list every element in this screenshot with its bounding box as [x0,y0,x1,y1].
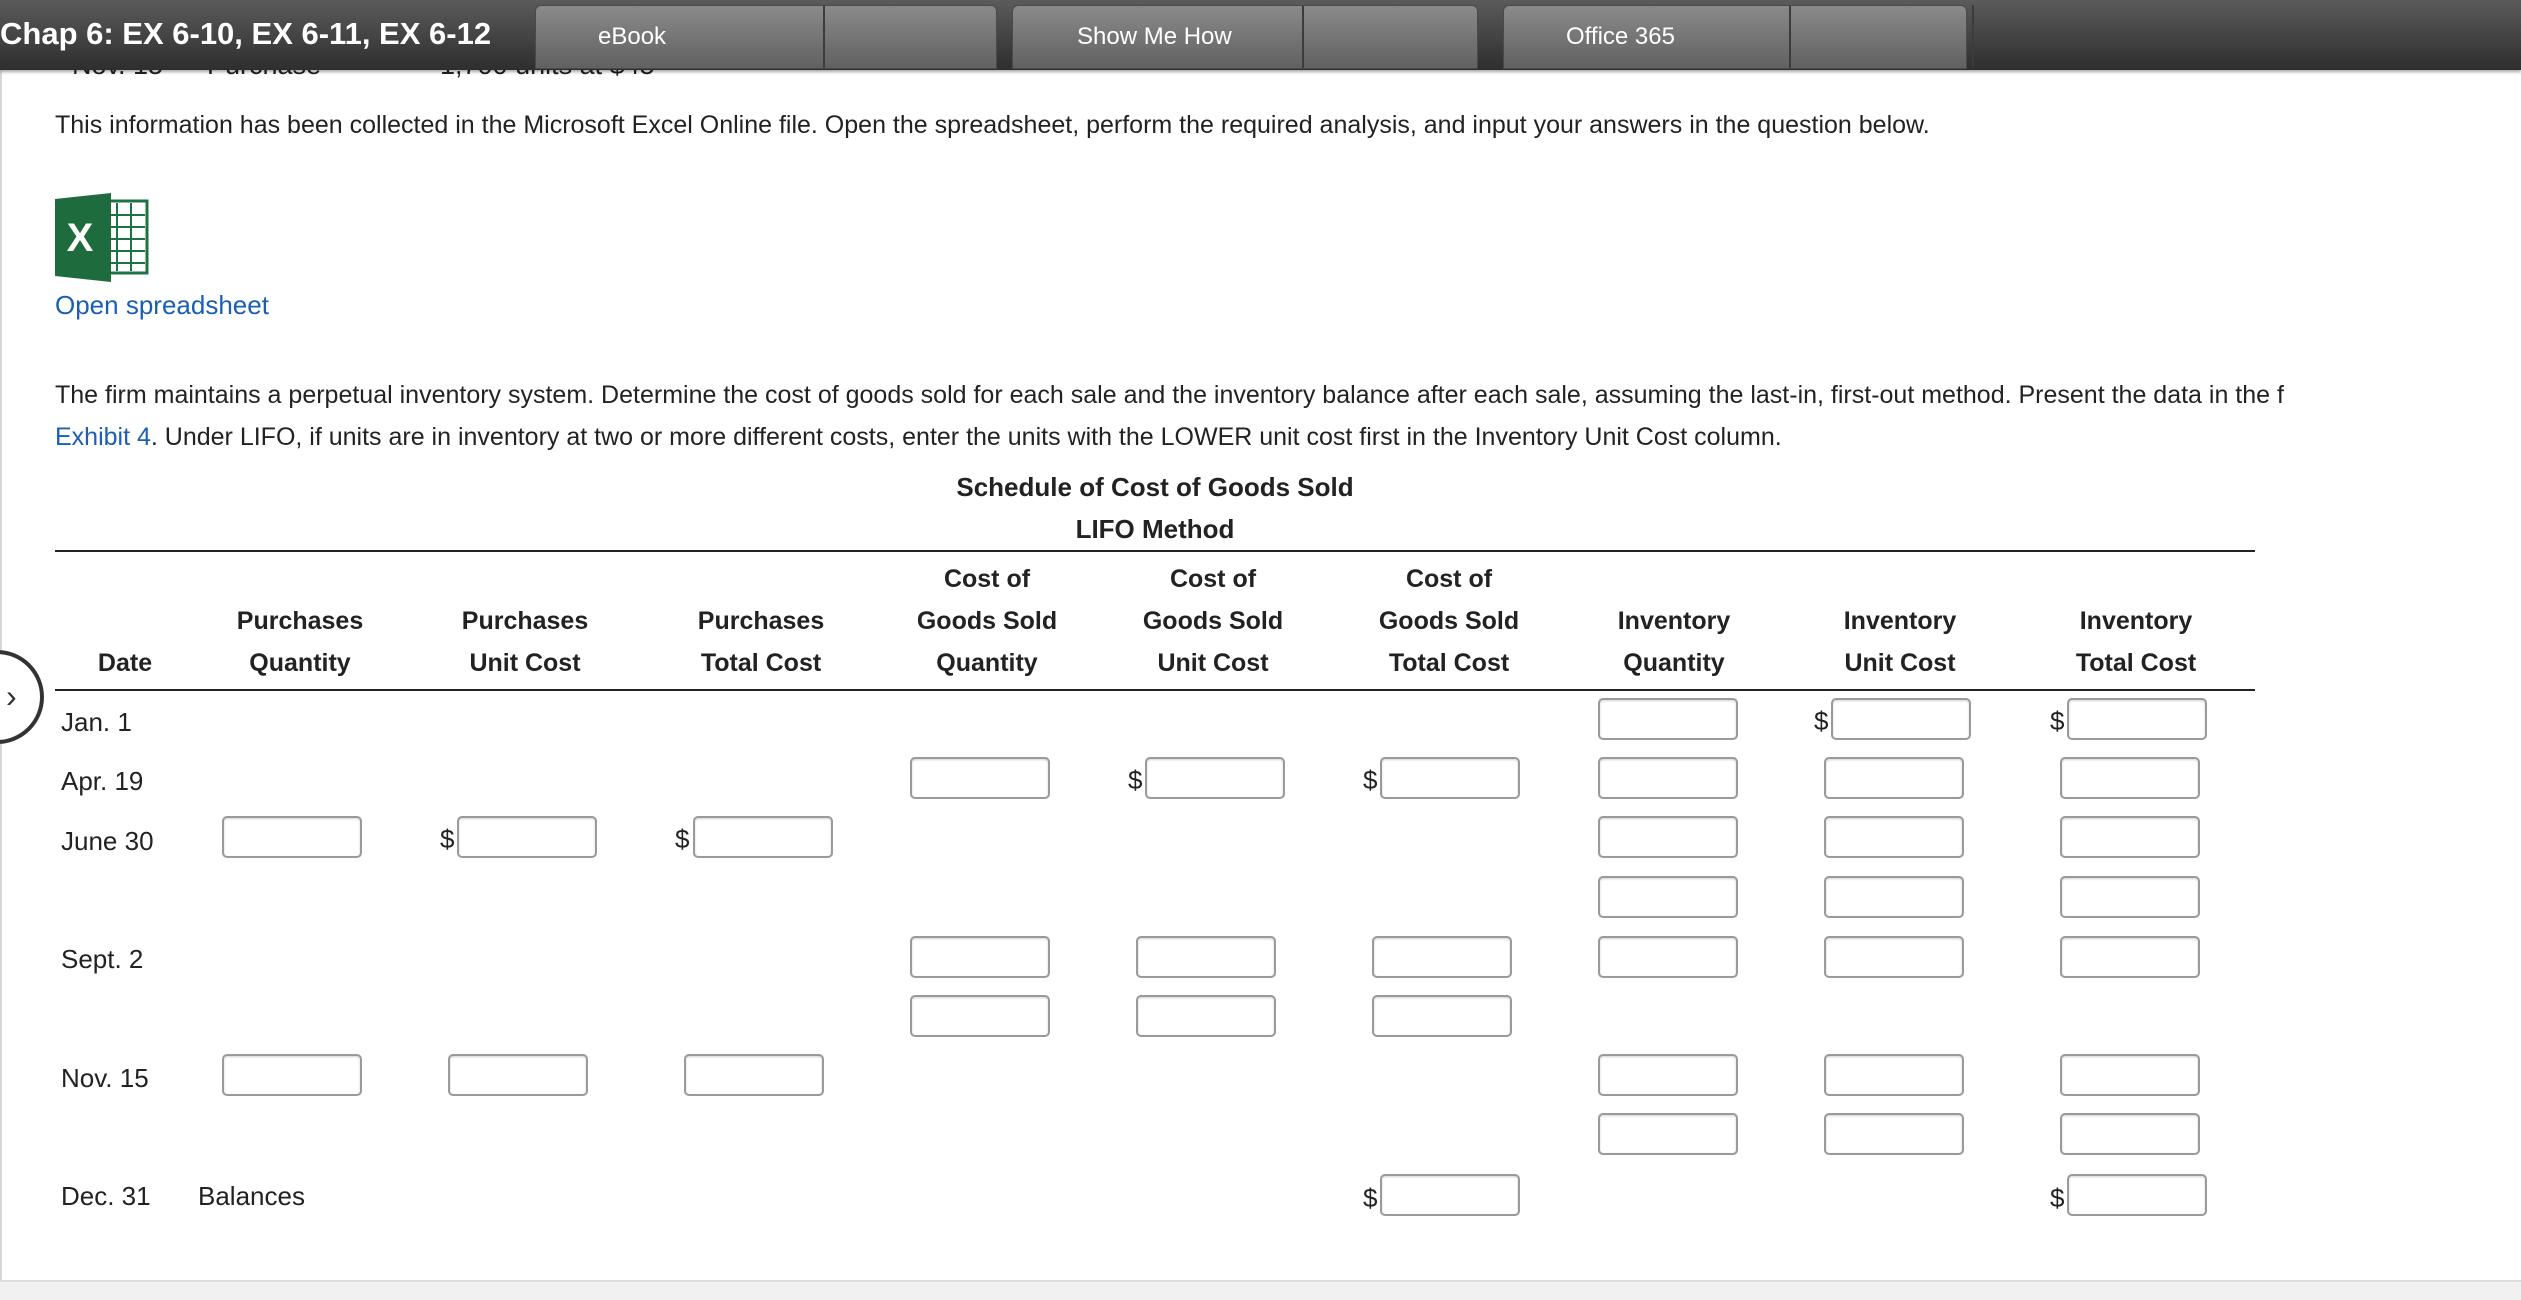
toolbar-divider [1972,5,1974,67]
june30-inventory-unit-cost-input-2[interactable] [1824,876,1964,918]
currency-symbol: $ [1363,1183,1378,1213]
row-date-apr-19: Apr. 19 [61,766,144,796]
exhibit-4-link[interactable]: Exhibit 4 [55,423,151,451]
sept2-inventory-quantity-input[interactable] [1598,936,1738,978]
header-purchases-quantity: Purchases Quantity [236,607,364,677]
header-cogs-total-cost: Cost of Goods Sold Total Cost [1378,565,1520,677]
sept2-cogs-quantity-input-1[interactable] [910,936,1050,978]
row-date-jan-1: Jan. 1 [61,707,132,737]
nov15-inventory-unit-cost-input-1[interactable] [1824,1054,1964,1096]
row-date-dec-31: Dec. 31 [61,1181,151,1211]
instructions-line-2 [55,416,2284,458]
tab-show-me-how[interactable] [1012,5,1478,69]
tab-office-365-label: Office 365 [1566,23,1675,50]
excel-icon[interactable] [55,193,150,282]
balances-label: Balances [198,1181,305,1211]
tab-ebook[interactable] [535,5,997,69]
sept2-inventory-total-cost-input[interactable] [2060,936,2200,978]
assignment-title: Chap 6: EX 6-10, EX 6-11, EX 6-12 [0,16,492,51]
nov15-purchases-quantity-input[interactable] [222,1054,362,1096]
apr19-cogs-total-cost-input[interactable] [1380,757,1520,799]
row-date-sept-2: Sept. 2 [61,944,144,974]
header-inventory-quantity: Inventory Quantity [1617,607,1731,677]
june30-inventory-quantity-input-2[interactable] [1598,876,1738,918]
june30-inventory-unit-cost-input-1[interactable] [1824,816,1964,858]
instructions-line-1: The firm maintains a perpetual inventory system. Determine the cost of goods sold for each sale and the inventory balance after each sale, assuming the last-in, first-out method. Present the data in the f [55,381,2284,409]
header-inventory-total-cost: Inventory Total Cost [2075,607,2197,677]
currency-symbol: $ [1814,706,1829,736]
june30-inventory-total-cost-input-2[interactable] [2060,876,2200,918]
sept2-cogs-total-cost-input-2[interactable] [1372,995,1512,1037]
row-date-june-30: June 30 [61,826,154,856]
dec31-inventory-total-cost-input[interactable] [2067,1174,2207,1216]
currency-symbol: $ [440,824,455,854]
jan1-inventory-total-cost-input[interactable] [2067,698,2207,740]
tab-divider [823,6,825,68]
nov15-purchases-total-cost-input[interactable] [684,1054,824,1096]
tab-office-365[interactable] [1503,5,1967,69]
currency-symbol: $ [1128,765,1143,795]
bottom-bar [0,1280,2521,1300]
currency-symbol: $ [2050,1183,2065,1213]
row-date-nov-15: Nov. 15 [61,1063,149,1093]
apr19-cogs-unit-cost-input[interactable] [1145,757,1285,799]
sept2-inventory-unit-cost-input[interactable] [1824,936,1964,978]
june30-purchases-quantity-input[interactable] [222,816,362,858]
tab-show-me-how-label: Show Me How [1077,23,1232,50]
apr19-cogs-quantity-input[interactable] [910,757,1050,799]
side-panel-toggle[interactable] [0,650,44,744]
tab-divider [1789,6,1791,68]
nov15-inventory-quantity-input-1[interactable] [1598,1054,1738,1096]
jan1-inventory-quantity-input[interactable] [1598,698,1738,740]
nov15-inventory-unit-cost-input-2[interactable] [1824,1113,1964,1155]
tab-divider [1302,6,1304,68]
instructions-line-2-text: . Under LIFO, if units are in inventory at two or more different costs, enter the units with the LOWER unit cost first in the Inventory Unit Cost column. [150,423,1782,451]
currency-symbol: $ [1363,765,1378,795]
sept2-cogs-total-cost-input-1[interactable] [1372,936,1512,978]
june30-purchases-unit-cost-input[interactable] [457,816,597,858]
header-date: Date [97,649,153,677]
apr19-inventory-total-cost-input[interactable] [2060,757,2200,799]
june30-inventory-quantity-input-1[interactable] [1598,816,1738,858]
dec31-cogs-total-cost-input[interactable] [1380,1174,1520,1216]
nov15-inventory-quantity-input-2[interactable] [1598,1113,1738,1155]
june30-inventory-total-cost-input-1[interactable] [2060,816,2200,858]
jan1-inventory-unit-cost-input[interactable] [1831,698,1971,740]
currency-symbol: $ [2050,706,2065,736]
schedule-title: Schedule of Cost of Goods Sold [956,472,1354,502]
chevron-right-icon: › [6,678,17,714]
tab-ebook-label: eBook [598,23,667,50]
june30-purchases-total-cost-input[interactable] [693,816,833,858]
sept2-cogs-unit-cost-input-1[interactable] [1136,936,1276,978]
nov15-purchases-unit-cost-input[interactable] [448,1054,588,1096]
top-toolbar [0,0,2521,70]
table-header-rule [55,689,2255,691]
header-inventory-unit-cost: Inventory Unit Cost [1843,607,1957,677]
apr19-inventory-unit-cost-input[interactable] [1824,757,1964,799]
apr19-inventory-quantity-input[interactable] [1598,757,1738,799]
sept2-cogs-unit-cost-input-2[interactable] [1136,995,1276,1037]
header-purchases-total-cost: Purchases Total Cost [697,607,825,677]
open-spreadsheet-link[interactable]: Open spreadsheet [55,290,269,320]
header-cogs-quantity: Cost of Goods Sold Quantity [916,565,1058,677]
header-cogs-unit-cost: Cost of Goods Sold Unit Cost [1142,565,1284,677]
sept2-cogs-quantity-input-2[interactable] [910,995,1050,1037]
nov15-inventory-total-cost-input-2[interactable] [2060,1113,2200,1155]
schedule-method: LIFO Method [1075,514,1235,544]
excel-icon-letter: X [66,216,94,260]
currency-symbol: $ [675,824,690,854]
instructions [55,374,2284,458]
header-purchases-unit-cost: Purchases Unit Cost [461,607,589,677]
intro-text: This information has been collected in the Microsoft Excel Online file. Open the spreadsheet, perform the required analysis, and input your answers in the question below. [55,111,1930,139]
nov15-inventory-total-cost-input-1[interactable] [2060,1054,2200,1096]
table-top-rule [55,550,2255,552]
